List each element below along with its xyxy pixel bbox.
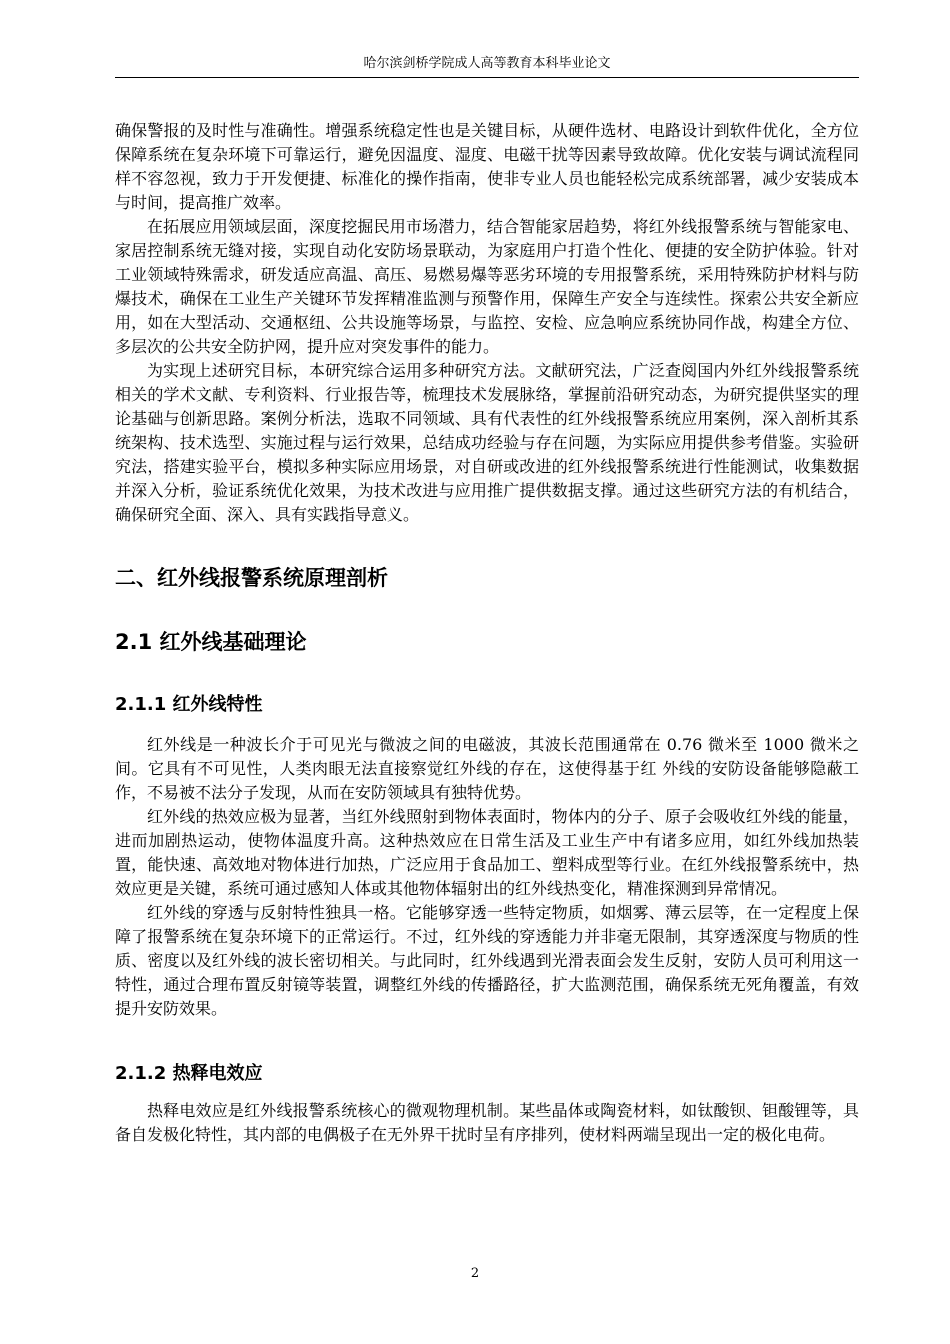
paragraph: 热释电效应是红外线报警系统核心的微观物理机制。某些晶体或陶瓷材料，如钛酸钡、钽酸锂等，具备自发极化特性，其内部的电偶极子在无外界干扰时呈有序排列，使材料两端呈现出一定的极化电荷。 (115, 1101, 859, 1144)
running-header: 哈尔滨剑桥学院成人高等教育本科毕业论文 (363, 56, 611, 71)
paragraph: 为实现上述研究目标，本研究综合运用多种研究方法。文献研究法，广泛查阅国内外红外线报警系统相关的学术文献、专利资料、行业报告等，梳理技术发展脉络，掌握前沿研究动态，为研究提供坚实的理论基础与创新思路。案例分析法，选取不同领域、具有代表性的红外线报警系统应用案例，深入剖析其系统架构、技术选型、实施过程与运行效果，总结成功经验与存在问题，为实际应用提供参考借鉴。实验研究法，搭建实验平台，模拟多种实际应用场景，对自研或改进的红外线报警系统进行性能测试，收集数据并深入分析，验证系统优化效果，为技术改进与应用推广提供数据支撑。通过这些研究方法的有机结合，确保研究全面、深入、具有实践指导意义。 (115, 361, 859, 524)
header-divider (115, 77, 859, 78)
subsection-heading: 2.1.2 热释电效应 (115, 1063, 263, 1084)
paragraph: 红外线的穿透与反射特性独具一格。它能够穿透一些特定物质，如烟雾、薄云层等，在一定程度上保障了报警系统在复杂环境下的正常运行。不过，红外线的穿透能力并非毫无限制，其穿透深度与物质的性质、密度以及红外线的波长密切相关。与此同时，红外线遇到光滑表面会发生反射，安防人员可利用这一特性，通过合理布置反射镜等装置，调整红外线的传播路径，扩大监测范围，确保系统无死角覆盖，有效提升安防效果。 (115, 903, 859, 1018)
section-heading: 2.1 红外线基础理论 (115, 630, 307, 654)
page-number: 2 (470, 1266, 480, 1281)
subsection-1-text-block (115, 733, 859, 1021)
paragraph: 在拓展应用领域层面，深度挖掘民用市场潜力，结合智能家居趋势，将红外线报警系统与智能家电、家居控制系统无缝对接，实现自动化安防场景联动，为家庭用户打造个性化、便捷的安全防护体验。针对工业领域特殊需求，研发适应高温、高压、易燃易爆等恶劣环境的专用报警系统，采用特殊防护材料与防爆技术，确保在工业生产关键环节发挥精准监测与预警作用，保障生产安全与连续性。探索公共安全新应用，如在大型活动、交通枢纽、公共设施等场景，与监控、安检、应急响应系统协同作战，构建全方位、多层次的公共安全防护网，提升应对突发事件的能力。 (115, 217, 859, 356)
chapter-heading: 二、红外线报警系统原理剖析 (115, 566, 388, 590)
subsection-heading: 2.1.1 红外线特性 (115, 694, 263, 715)
paragraph: 红外线的热效应极为显著，当红外线照射到物体表面时，物体内的分子、原子会吸收红外线的能量，进而加剧热运动，使物体温度升高。这种热效应在日常生活及工业生产中有诸多应用，如红外线加热装置，能快速、高效地对物体进行加热，广泛应用于食品加工、塑料成型等行业。在红外线报警系统中，热效应更是关键，系统可通过感知人体或其他物体辐射出的红外线热变化，精准探测到异常情况。 (115, 807, 859, 898)
paragraph: 确保警报的及时性与准确性。增强系统稳定性也是关键目标，从硬件选材、电路设计到软件优化，全方位保障系统在复杂环境下可靠运行，避免因温度、湿度、电磁干扰等因素导致故障。优化安装与调试流程同样不容忽视，致力于开发便捷、标准化的操作指南，使非专业人员也能轻松完成系统部署，减少安装成本与时间，提高推广效率。 (115, 121, 859, 212)
intro-text-block (115, 119, 859, 527)
subsection-2-text-block (115, 1099, 859, 1147)
paragraph: 红外线是一种波长介于可见光与微波之间的电磁波，其波长范围通常在 0.76 微米至 1000 微米之间。它具有不可见性，人类肉眼无法直接察觉红外线的存在，这使得基于红 外线的安防设备能够隐蔽工作，不易被不法分子发现，从而在安防领域具有独特优势。 (115, 735, 859, 802)
